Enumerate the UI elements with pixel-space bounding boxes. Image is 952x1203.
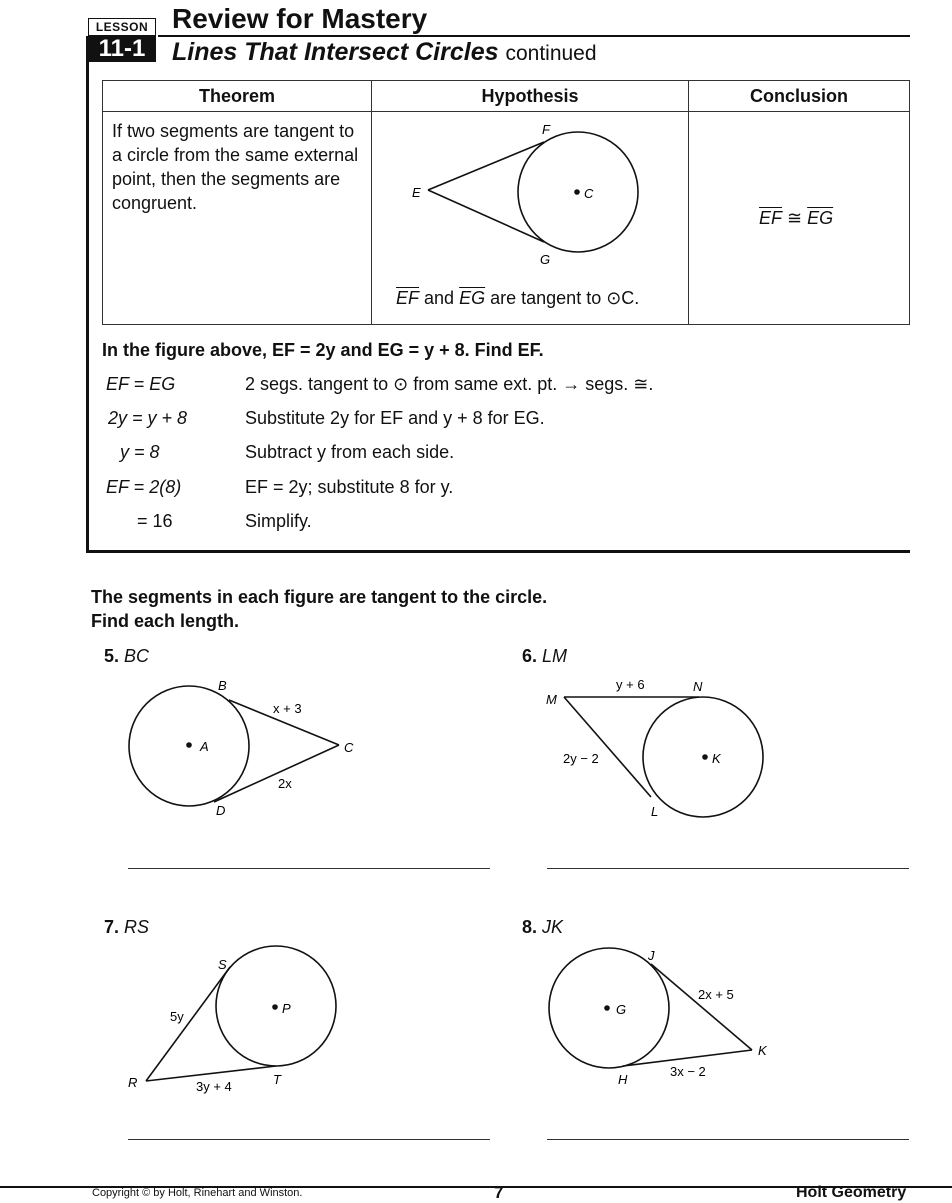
col-hypothesis: Hypothesis <box>372 81 689 112</box>
label-g: G <box>540 252 551 267</box>
problem-8-number: 8. <box>522 917 538 937</box>
label-k: K <box>712 751 721 766</box>
label-b: B <box>218 678 227 693</box>
center-dot <box>574 189 580 195</box>
answer-line-8 <box>547 1139 909 1140</box>
conclusion-cell <box>689 112 910 325</box>
col-conclusion: Conclusion <box>689 81 910 112</box>
tangent-ml <box>564 697 651 797</box>
example-question: In the figure above, EF = 2y and EG = y + 8. Find EF. <box>102 340 544 360</box>
label-3x-minus-2: 3x − 2 <box>670 1064 706 1079</box>
page-subtitle <box>172 38 597 67</box>
subtitle-continued: continued <box>505 42 597 65</box>
label-x-plus-3: x + 3 <box>273 701 302 716</box>
problem-5-heading <box>104 646 149 667</box>
page-title: Review for Mastery <box>172 3 428 34</box>
concl-seg1: $\overline{EF}$ <box>759 208 783 228</box>
side-rule <box>86 36 89 553</box>
label-s: S <box>218 957 227 972</box>
hyp-seg1: $\overline{EF}$ <box>396 288 420 308</box>
step-1-eq: EF = EG <box>106 374 176 394</box>
footer-page-number: 7 <box>494 1183 504 1202</box>
problem-7-figure <box>110 942 370 1102</box>
problem-6-number: 6. <box>522 646 538 666</box>
tangent-ef <box>428 142 544 190</box>
problem-7-heading <box>104 917 149 938</box>
theorem-table-row <box>103 112 910 325</box>
hyp-and: and <box>424 288 455 308</box>
label-m: M <box>546 692 557 707</box>
problem-5-figure <box>110 670 370 830</box>
answer-line-5 <box>128 868 490 869</box>
problem-5-number: 5. <box>104 646 120 666</box>
instructions-line1: The segments in each figure are tangent to the circle. <box>91 587 548 607</box>
label-g: G <box>616 1002 627 1017</box>
step-5-reason: Simplify. <box>245 511 312 531</box>
problem-8-figure <box>530 942 790 1102</box>
tangent-jk <box>651 964 752 1050</box>
label-n: N <box>693 679 703 694</box>
hypothesis-statement <box>396 288 639 309</box>
hyp-tail: are tangent to ⊙C. <box>490 288 640 308</box>
label-y-plus-6: y + 6 <box>616 677 645 692</box>
step-3-eq: y = 8 <box>120 442 160 462</box>
footer-copyright: Copyright © by Holt, Rinehart and Winston. <box>92 1187 303 1199</box>
problem-8-target: JK <box>542 917 564 937</box>
label-2y-minus-2: 2y − 2 <box>563 751 599 766</box>
problem-5-target: BC <box>124 646 150 666</box>
problem-7-target: RS <box>124 917 150 937</box>
label-c: C <box>584 186 594 201</box>
conclusion-statement <box>759 208 833 229</box>
label-5y: 5y <box>170 1009 184 1024</box>
step-2-reason: Substitute 2y for EF and y + 8 for EG. <box>245 408 545 428</box>
label-h: H <box>618 1072 628 1087</box>
step-2-eq: 2y = y + 8 <box>108 408 188 428</box>
tangent-eg <box>428 190 544 242</box>
theorem-cell <box>103 112 372 325</box>
center-dot-g <box>604 1005 610 1011</box>
label-r: R <box>128 1075 138 1090</box>
label-j: J <box>648 948 655 963</box>
answer-line-6 <box>547 868 909 869</box>
problem-8-heading <box>522 917 563 938</box>
label-3y-plus-4: 3y + 4 <box>196 1079 232 1094</box>
label-f: F <box>542 122 550 137</box>
step-1-reason: 2 segs. tangent to ⊙ from same ext. pt. → segs. ≅. <box>245 374 654 394</box>
lesson-number: 11-1 <box>88 36 156 62</box>
concl-sym: ≅ <box>787 208 803 228</box>
step-4-eq: EF = 2(8) <box>106 477 182 497</box>
step-5-eq: = 16 <box>137 511 173 531</box>
center-dot-a <box>186 742 192 748</box>
label-a: A <box>200 739 209 754</box>
theorem-table-header <box>103 81 910 112</box>
label-c: C <box>344 740 354 755</box>
section-rule <box>86 550 910 553</box>
lesson-label: LESSON <box>88 18 156 36</box>
label-e: E <box>412 185 421 200</box>
label-2x: 2x <box>278 776 292 791</box>
problem-7-number: 7. <box>104 917 120 937</box>
label-d: D <box>216 803 226 818</box>
step-3-reason: Subtract y from each side. <box>245 442 455 462</box>
concl-seg2: $\overline{EG}$ <box>807 208 834 228</box>
tangent-dc <box>214 745 339 802</box>
problem-6-target: LM <box>542 646 568 666</box>
problem-6-figure <box>530 670 790 830</box>
subtitle-text: Lines That Intersect Circles <box>172 38 499 66</box>
label-2x-plus-5: 2x + 5 <box>698 987 734 1002</box>
tangent-rs <box>146 967 230 1081</box>
theorem-table <box>102 80 910 325</box>
center-dot-k <box>702 754 708 760</box>
label-k: K <box>758 1043 767 1058</box>
title-rule <box>158 35 910 37</box>
col-theorem: Theorem <box>103 81 372 112</box>
instructions-line2: Find each length. <box>91 611 240 631</box>
problem-6-heading <box>522 646 567 667</box>
label-p: P <box>282 1001 291 1016</box>
center-dot-p <box>272 1004 278 1010</box>
hypothesis-cell <box>372 112 689 325</box>
answer-line-7 <box>128 1139 490 1140</box>
label-t: T <box>273 1072 281 1087</box>
label-l: L <box>651 804 659 819</box>
footer-book-title: Holt Geometry <box>796 1184 907 1201</box>
hyp-seg2: $\overline{EG}$ <box>459 288 486 308</box>
step-4-reason: EF = 2y; substitute 8 for y. <box>245 477 454 497</box>
theorem-text: If two segments are tangent to a circle from the same external point, then the segments are congruent. <box>112 121 359 213</box>
